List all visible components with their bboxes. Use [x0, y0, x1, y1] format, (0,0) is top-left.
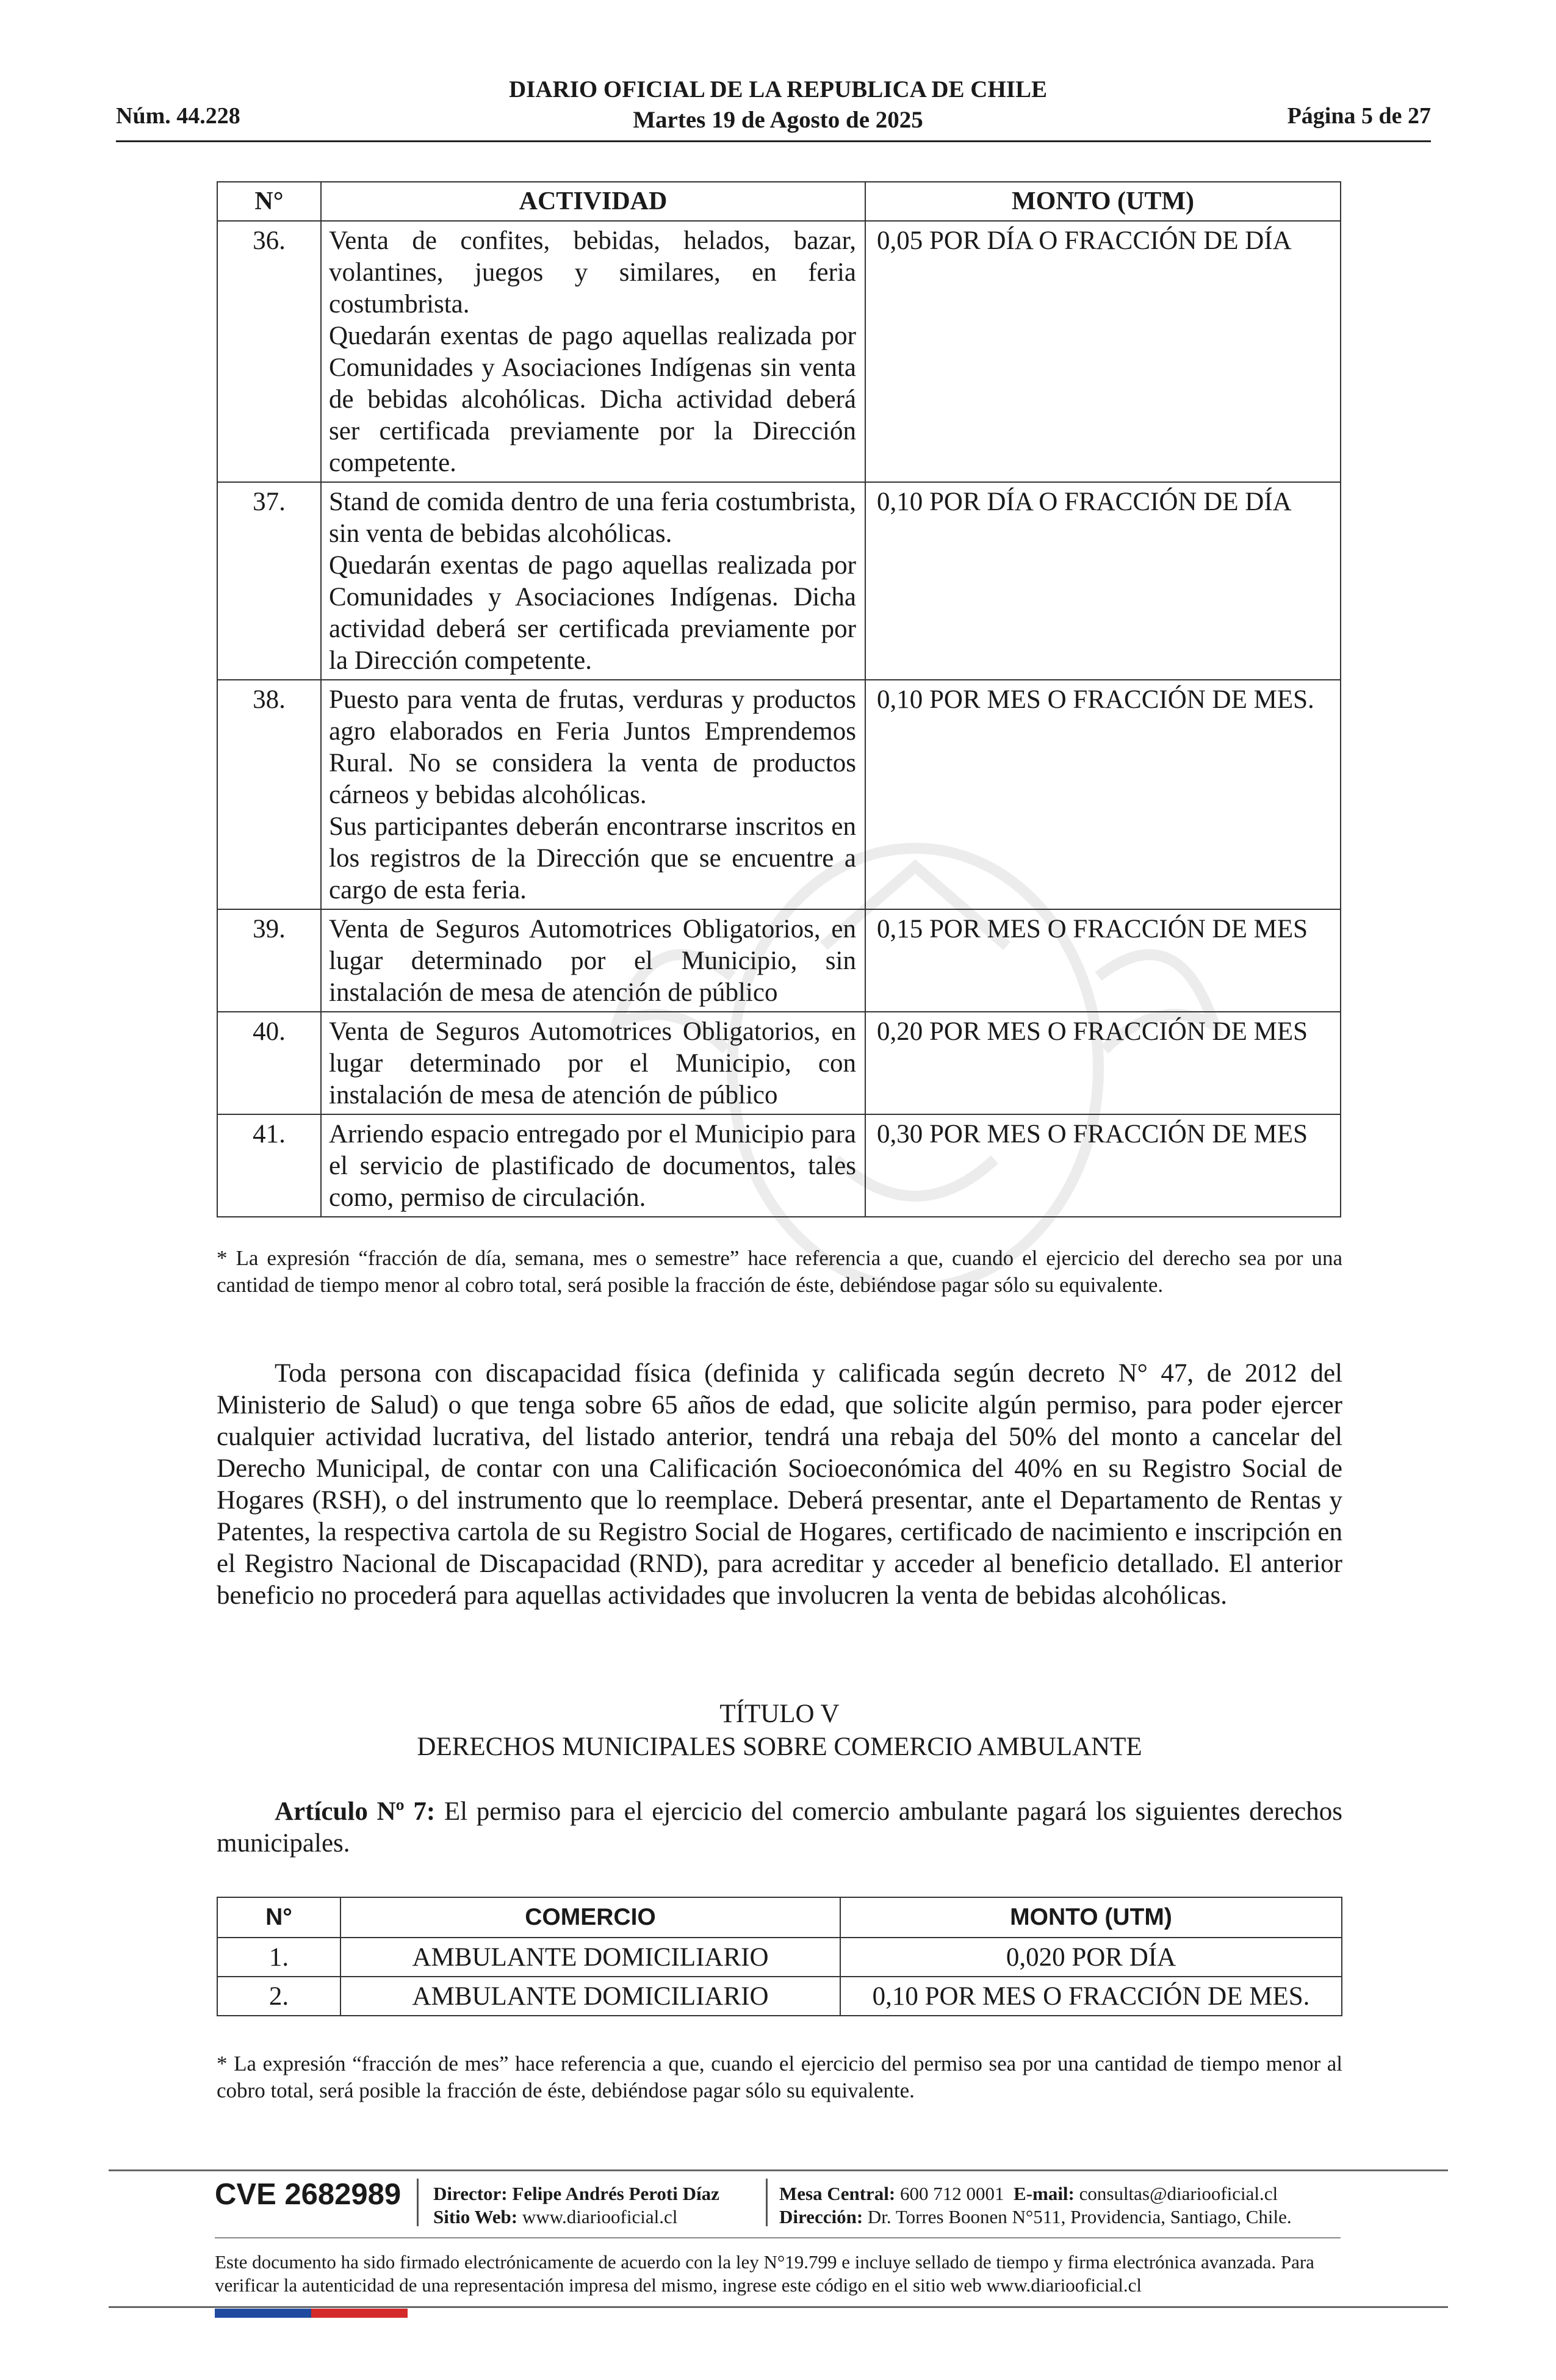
activity-text: Stand de comida dentro de una feria costumbrista, sin venta de bebidas alcohólicas.	[329, 488, 856, 548]
month-fraction-footnote: * La expresión “fracción de mes” hace referencia a que, cuando el ejercicio del permiso sea por una cantidad de tiempo menor al cobro total, será posible la fracción de éste, debiéndose pagar sólo su equivalente.	[217, 2052, 1342, 2102]
address: Dr. Torres Boonen N°511, Providencia, Santiago, Chile.	[867, 2206, 1292, 2227]
masthead-date: Martes 19 de Agosto de 2025	[633, 107, 923, 133]
email-label: E-mail:	[1014, 2183, 1075, 2204]
header-commerce: COMERCIO	[340, 1897, 840, 1938]
row-amount: 0,20 POR MES O FRACCIÓN DE MES	[865, 1012, 1341, 1114]
row-amount: 0,10 POR DÍA O FRACCIÓN DE DÍA	[865, 482, 1341, 680]
issue-number: Núm. 44.228	[116, 103, 240, 129]
row-number: 39.	[217, 909, 321, 1012]
web-label: Sitio Web:	[433, 2206, 518, 2227]
row-activity	[321, 680, 865, 909]
row-number: 36.	[217, 221, 321, 482]
legal-notice: Este documento ha sido firmado electrónicamente de acuerdo con la ley N°19.799 e incluye sellado de tiempo y firma electrónica avanzada. Para verificar la autenticidad de una representación impresa del mismo, ingrese este código en el sitio web www.diariooficial.cl	[215, 2251, 1314, 2296]
director-label: Director:	[433, 2183, 508, 2204]
email-link[interactable]: consultas@diariooficial.cl	[1079, 2183, 1278, 2204]
director-name: Felipe Andrés Peroti Díaz	[512, 2183, 719, 2204]
director-info	[433, 2182, 719, 2229]
address-label: Dirección:	[779, 2206, 863, 2227]
flag-stripe-red	[311, 2309, 408, 2318]
header-activity: ACTIVIDAD	[321, 182, 865, 221]
table-row	[217, 482, 1341, 680]
header-divider	[116, 140, 1431, 142]
row-number: 40.	[217, 1012, 321, 1114]
table-row	[217, 909, 1341, 1012]
footer-separator	[766, 2179, 768, 2226]
row-amount: 0,10 POR MES O FRACCIÓN DE MES.	[840, 1977, 1342, 2016]
activity-note: Quedarán exentas de pago aquellas realizada por Comunidades y Asociaciones Indígenas sin venta de bebidas alcohólicas. Dicha actividad deberá ser certificada previamente por la Dirección competente.	[329, 322, 856, 477]
table-row	[217, 680, 1341, 909]
phone-number: 600 712 0001	[900, 2183, 1004, 2204]
row-amount: 0,10 POR MES O FRACCIÓN DE MES.	[865, 680, 1341, 909]
table-row	[217, 1114, 1341, 1217]
masthead-title: DIARIO OFICIAL DE LA REPUBLICA DE CHILE	[508, 76, 1047, 103]
page-number: Página 5 de 27	[1287, 103, 1431, 129]
activity-text: Puesto para venta de frutas, verduras y productos agro elaborados en Feria Juntos Emprendemos Rural. No se considera la venta de productos cárneos y bebidas alcohólicas.	[329, 685, 856, 809]
table-row	[217, 1938, 1342, 1977]
activity-text: Venta de confites, bebidas, helados, bazar, volantines, juegos y similares, en feria costumbrista.	[329, 226, 856, 319]
title-name: DERECHOS MUNICIPALES SOBRE COMERCIO AMBULANTE	[417, 1733, 1142, 1761]
article-text: El permiso para el ejercicio del comercio ambulante pagará los siguientes derechos municipales.	[217, 1797, 1342, 1858]
footer-bottom-rule	[109, 2306, 1448, 2308]
flag-stripe-blue	[215, 2309, 311, 2318]
header-amount: MONTO (UTM)	[840, 1897, 1342, 1938]
table-header-row	[217, 1897, 1342, 1938]
footer-separator	[417, 2179, 419, 2226]
title-number: TÍTULO V	[719, 1700, 840, 1728]
row-activity: Venta de Seguros Automotrices Obligatorios, en lugar determinado por el Municipio, con instalación de mesa de atención de público	[321, 1012, 865, 1114]
row-number: 2.	[217, 1977, 340, 2016]
website-link[interactable]: www.diariooficial.cl	[522, 2206, 678, 2227]
row-amount: 0,15 POR MES O FRACCIÓN DE MES	[865, 909, 1341, 1012]
row-amount: 0,05 POR DÍA O FRACCIÓN DE DÍA	[865, 221, 1341, 482]
table-row	[217, 1012, 1341, 1114]
header-amount: MONTO (UTM)	[865, 182, 1341, 221]
row-activity	[321, 221, 865, 482]
row-number: 38.	[217, 680, 321, 909]
row-number: 41.	[217, 1114, 321, 1217]
activity-note: Sus participantes deberán encontrarse inscritos en los registros de la Dirección que se encuentre a cargo de esta feria.	[329, 812, 856, 904]
row-commerce: AMBULANTE DOMICILIARIO	[340, 1977, 840, 2016]
fraction-footnote: * La expresión “fracción de día, semana, mes o semestre” hace referencia a que, cuando el ejercicio del derecho sea por una cantidad de tiempo menor al cobro total, será posible la fracción de éste, debiéndose pagar sólo su equivalente.	[217, 1246, 1342, 1297]
article-label: Artículo Nº 7:	[275, 1797, 436, 1826]
row-activity: Venta de Seguros Automotrices Obligatorios, en lugar determinado por el Municipio, sin instalación de mesa de atención de público	[321, 909, 865, 1012]
cve-code: CVE 2682989	[215, 2178, 402, 2211]
disability-discount-paragraph: Toda persona con discapacidad física (definida y calificada según decreto N° 47, de 2012 del Ministerio de Salud) o que tenga sobre 65 años de edad, que solicite algún permiso, para poder ejercer cualquier actividad lucrativa, del listado anterior, tendrá una rebaja del 50% del monto a cancelar del Derecho Municipal, de contar con una Calificación Socioeconómica del 40% en su Registro Social de Hogares (RSH), o del instrumento que lo reemplace. Deberá presentar, ante el Departamento de Rentas y Patentes, la respectiva cartola de su Registro Social de Hogares, certificado de nacimiento e inscripción en el Registro Nacional de Discapacidad (RND), para acreditar y acceder al beneficio detallado. El anterior beneficio no procederá para aquellas actividades que involucren la venta de bebidas alcohólicas.	[217, 1359, 1342, 1610]
row-activity: Arriendo espacio entregado por el Municipio para el servicio de plastificado de documentos, tales como, permiso de circulación.	[321, 1114, 865, 1217]
table-row	[217, 1977, 1342, 2016]
mesa-label: Mesa Central:	[779, 2183, 896, 2204]
article-7-paragraph	[217, 1796, 1342, 1859]
row-amount: 0,020 POR DÍA	[840, 1938, 1342, 1977]
table-row	[217, 221, 1341, 482]
header-n: N°	[217, 1897, 340, 1938]
row-commerce: AMBULANTE DOMICILIARIO	[340, 1938, 840, 1977]
commerce-table	[217, 1897, 1342, 2016]
activities-table	[217, 181, 1341, 1217]
row-number: 1.	[217, 1938, 340, 1977]
activity-note: Quedarán exentas de pago aquellas realizada por Comunidades y Asociaciones Indígenas. Dicha actividad deberá ser certificada previamente por la Dirección competente.	[329, 551, 856, 675]
contact-info	[779, 2182, 1292, 2229]
table-header-row	[217, 182, 1341, 221]
row-activity	[321, 482, 865, 680]
row-number: 37.	[217, 482, 321, 680]
footer-divider-thin	[215, 2237, 1341, 2238]
header-n: N°	[217, 182, 321, 221]
row-amount: 0,30 POR MES O FRACCIÓN DE MES	[865, 1114, 1341, 1217]
section-title	[217, 1698, 1342, 1764]
footer-divider	[109, 2169, 1448, 2171]
